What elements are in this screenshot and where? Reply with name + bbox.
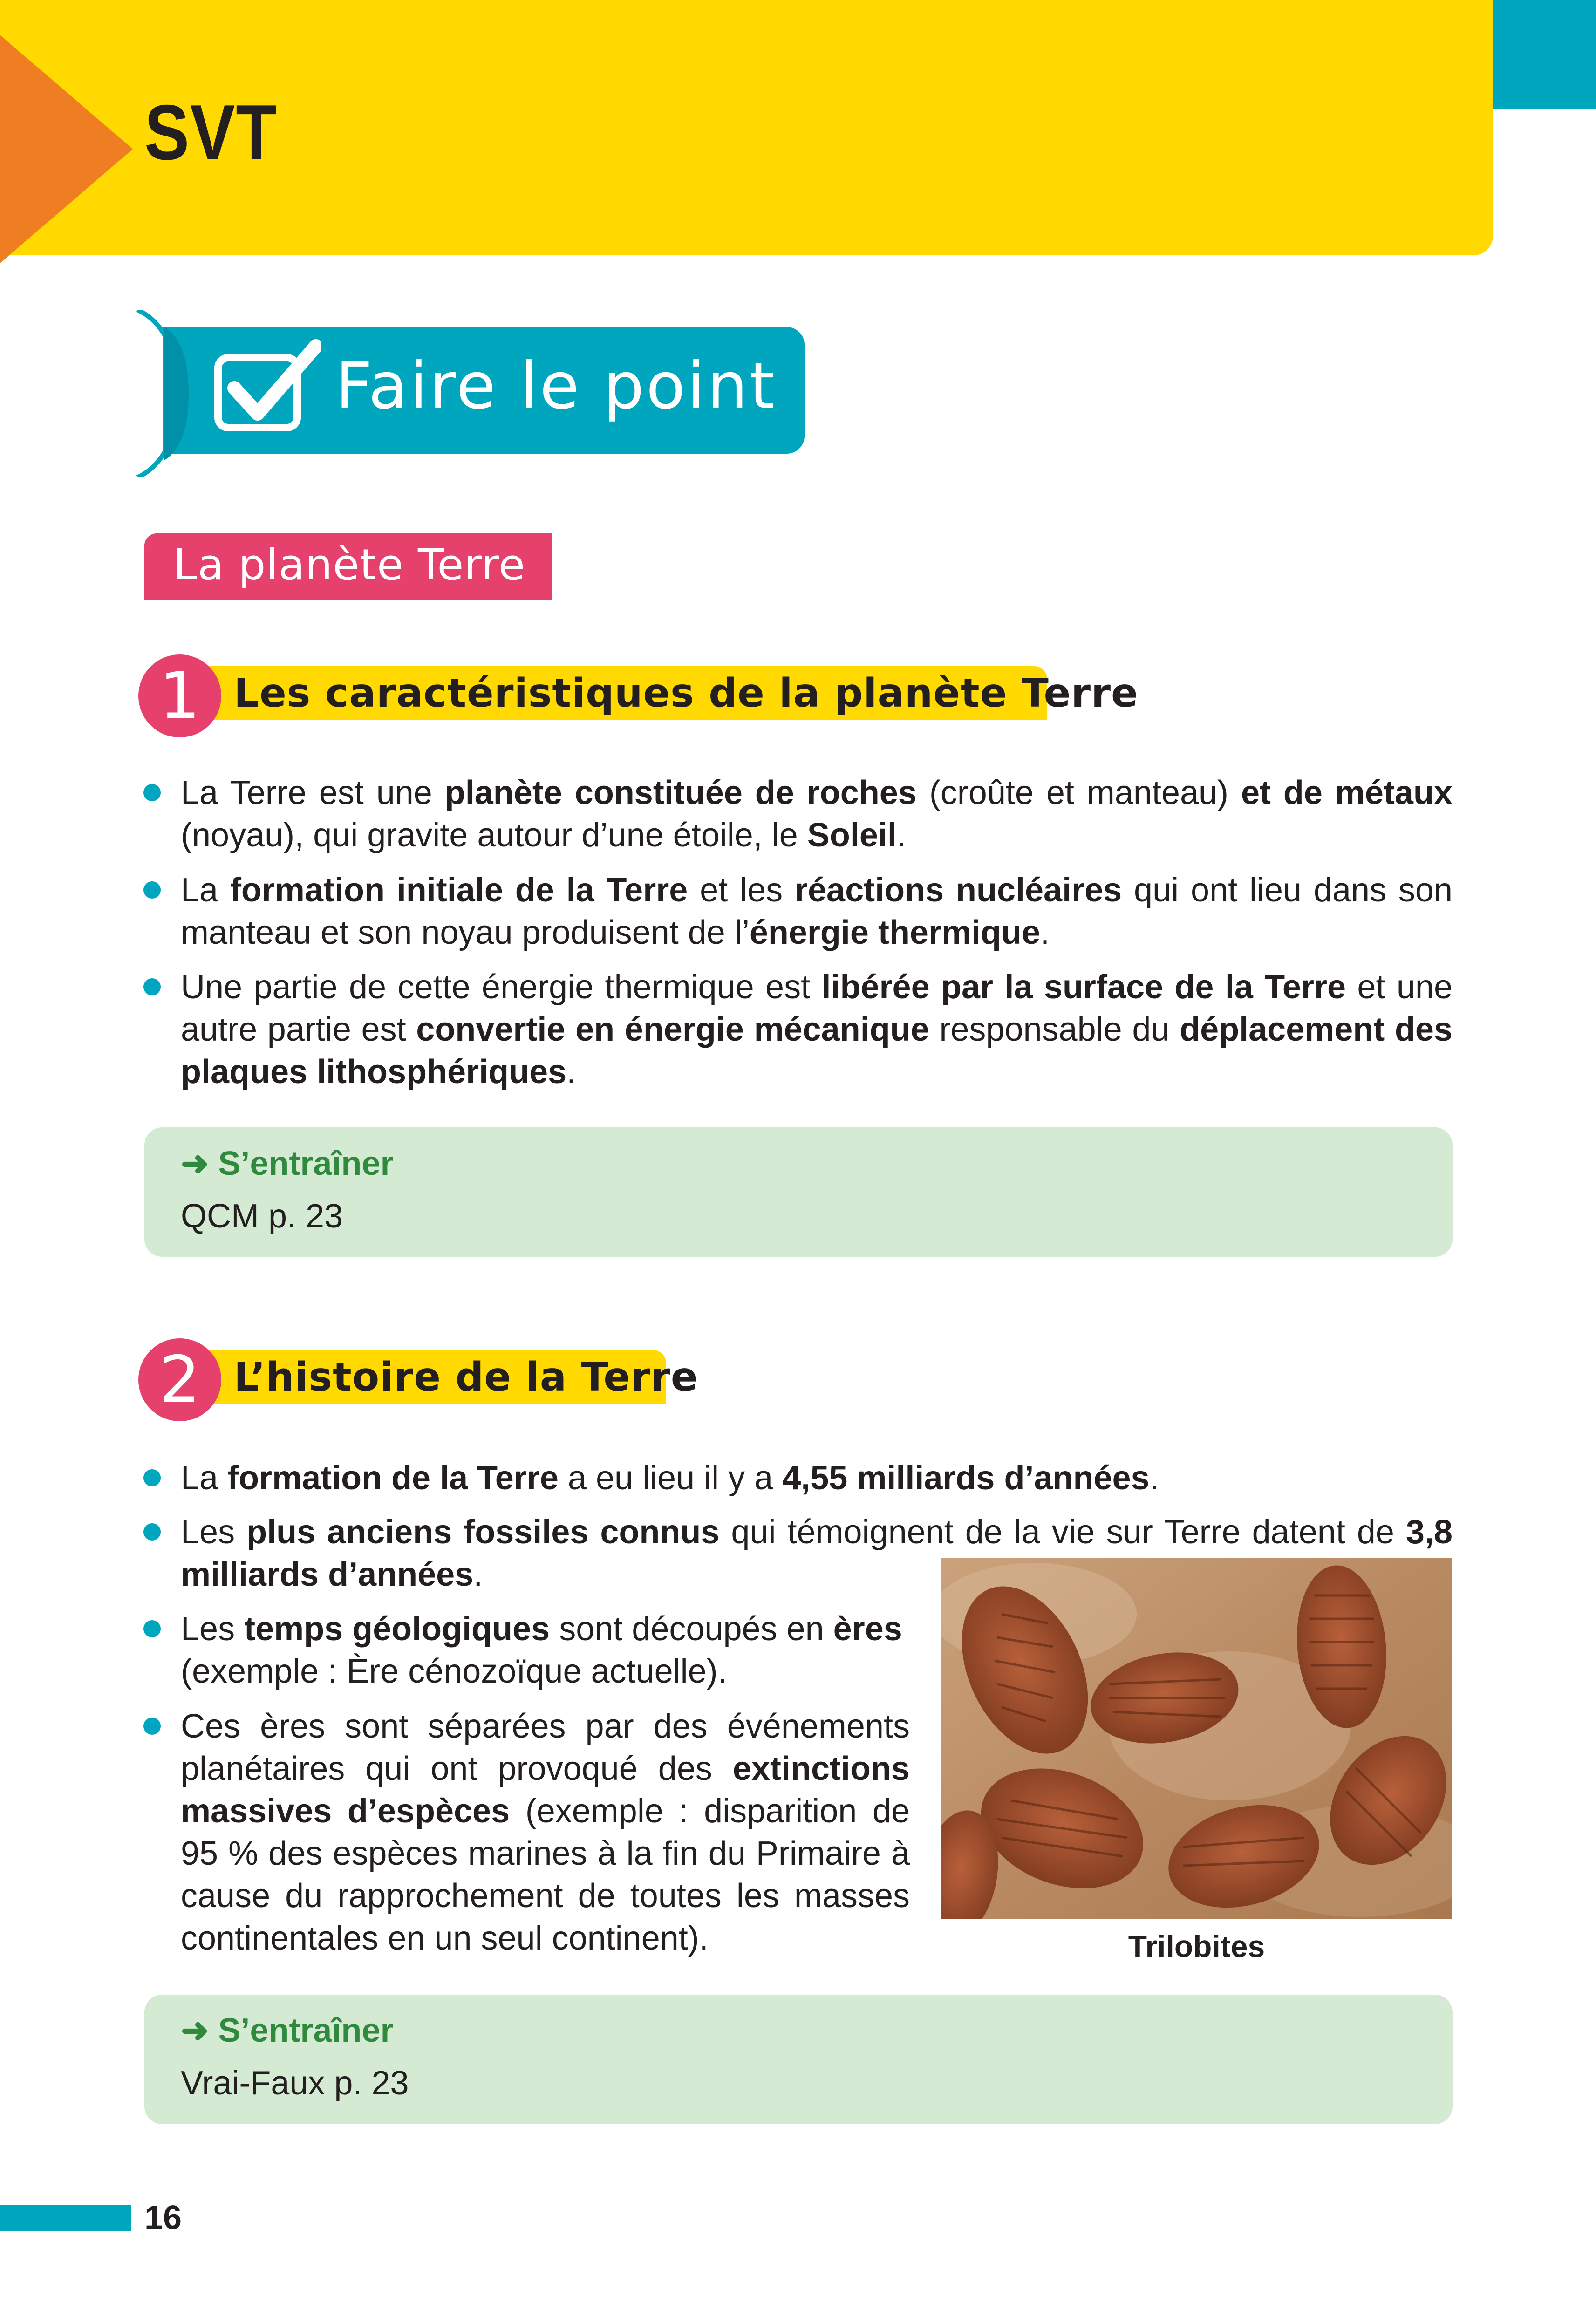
practice-1-link[interactable]: QCM p. 23 — [181, 1198, 343, 1235]
checkbox-check-icon — [213, 339, 321, 432]
bold-text: formation initiale de la Terre — [230, 872, 688, 909]
section-2-title: L’histoire de la Terre — [234, 1354, 698, 1400]
text: qui témoignent de la vie sur Terre datent de — [719, 1513, 1406, 1551]
bullet-dot-icon — [143, 1620, 161, 1637]
bullet-dot-icon — [143, 784, 161, 801]
bold-text: formation de la Terre — [227, 1459, 559, 1497]
text: Les — [181, 1513, 247, 1551]
bullet-dot-icon — [143, 978, 161, 995]
chapter-title: La planète Terre — [173, 540, 525, 590]
header-tab — [1493, 0, 1596, 109]
section-1-bullet-2 — [181, 869, 1453, 954]
text: (croûte et manteau) — [916, 774, 1241, 811]
text: La Terre est une — [181, 774, 445, 811]
section-1-bullet-1 — [181, 772, 1453, 857]
section-1-number: 1 — [138, 654, 221, 737]
bold-text: Soleil — [807, 817, 897, 854]
text: Une partie de cette énergie thermique est — [181, 968, 822, 1006]
bullet-dot-icon — [143, 1469, 161, 1486]
text: . — [566, 1053, 576, 1091]
section-2-bullet-1 — [181, 1457, 1453, 1500]
trilobite-photo — [941, 1558, 1452, 1919]
practice-2-heading: ➜ S’entraîner — [181, 2012, 394, 2049]
bold-text: réactions nucléaires — [794, 872, 1122, 909]
banner-curve — [133, 310, 189, 477]
text: responsable du — [929, 1011, 1180, 1048]
text: qui ont lieu dans son manteau et son noyau produisent de l’ — [181, 872, 1453, 951]
text: La — [181, 1459, 228, 1497]
text: . — [1149, 1459, 1159, 1497]
text: (exemple : disparition de 95 % des espèces marines à la fin du Primaire à cause du rapprochement de toutes les masses continentales en un seul continent). — [181, 1793, 910, 1957]
text: sont découpés en — [550, 1610, 833, 1648]
bold-text: convertie en énergie mécanique — [416, 1011, 929, 1048]
subject-title: SVT — [144, 89, 278, 176]
bold-text: ères — [833, 1610, 902, 1648]
text: et les — [688, 872, 795, 909]
text: . — [1040, 914, 1050, 951]
bold-text: temps géologiques — [244, 1610, 550, 1648]
text: (exemple : Ère cénozoïque actuelle). — [181, 1653, 727, 1690]
section-2-number: 2 — [138, 1338, 221, 1421]
text: a eu lieu il y a — [558, 1459, 783, 1497]
text: Les — [181, 1610, 245, 1648]
bold-text: extinctions massives d’espèces — [181, 1750, 910, 1830]
text: et une autre partie est — [181, 968, 1453, 1048]
bullet-dot-icon — [143, 1718, 161, 1735]
bold-text: planète constituée de roches — [444, 774, 917, 811]
text: (noyau), qui gravite autour d’une étoile, le — [181, 817, 807, 854]
text: La — [181, 872, 230, 909]
section-2-bullet-4 — [181, 1705, 910, 1960]
section-2-bullet-3 — [181, 1608, 917, 1693]
bold-text: plus anciens fossiles connus — [246, 1513, 720, 1551]
bold-text: et de métaux — [1241, 774, 1453, 811]
bullet-dot-icon — [143, 881, 161, 899]
bold-text: 4,55 milliards d’années — [782, 1459, 1150, 1497]
text: Ces ères sont séparées par des événements planétaires qui ont provoqué des — [181, 1708, 910, 1787]
text: . — [473, 1556, 483, 1593]
text: . — [896, 817, 906, 854]
bold-text: libérée par la surface de la Terre — [821, 968, 1346, 1006]
section-1-bullet-3 — [181, 966, 1453, 1093]
banner-title: Faire le point — [335, 348, 777, 423]
bold-text: 3,8 milliards d’années — [181, 1513, 1453, 1593]
bullet-dot-icon — [143, 1523, 161, 1541]
photo-caption: Trilobites — [1128, 1929, 1265, 1963]
page-number: 16 — [144, 2199, 182, 2236]
practice-1-heading: ➜ S’entraîner — [181, 1145, 394, 1182]
practice-2-link[interactable]: Vrai-Faux p. 23 — [181, 2065, 409, 2102]
bold-text: énergie thermique — [749, 914, 1041, 951]
footer-bar — [0, 2205, 131, 2231]
bold-text: déplacement des plaques lithosphériques — [181, 1011, 1453, 1091]
section-1-title: Les caractéristiques de la planète Terre — [234, 670, 1139, 716]
header-arrow-icon — [0, 35, 133, 263]
